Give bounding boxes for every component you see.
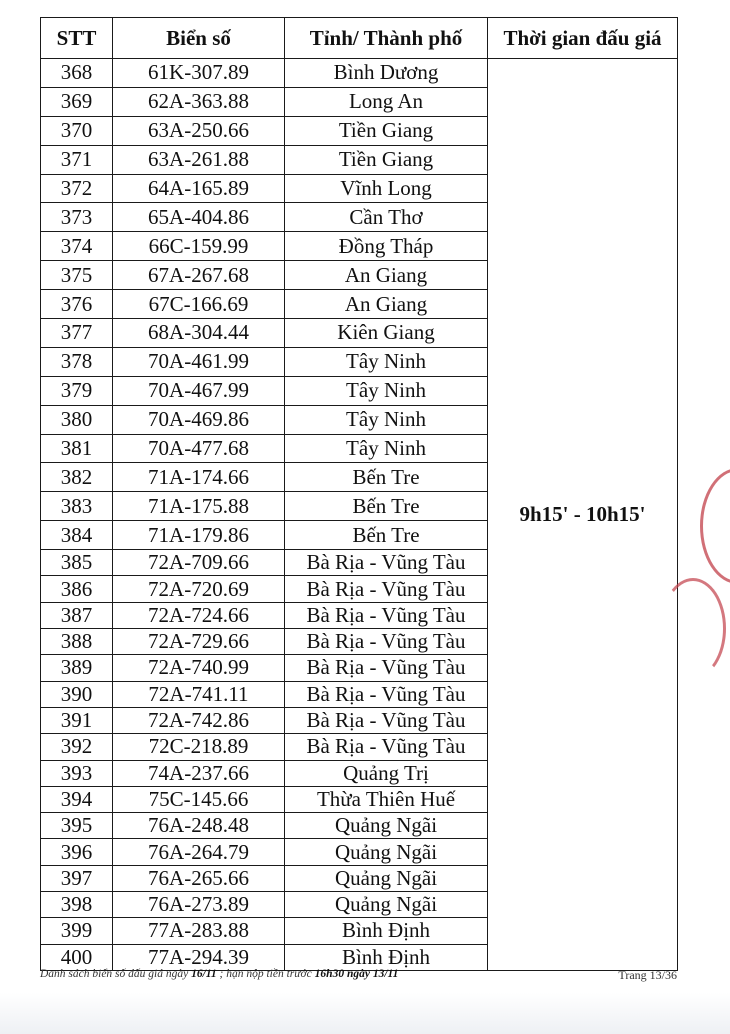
cell-province: Bà Rịa - Vũng Tàu: [285, 734, 488, 760]
cell-stt: 386: [41, 576, 113, 602]
cell-plate: 71A-175.88: [113, 492, 285, 521]
cell-province: Bến Tre: [285, 521, 488, 550]
cell-plate: 72A-709.66: [113, 550, 285, 576]
cell-plate: 70A-469.86: [113, 405, 285, 434]
cell-province: Tiền Giang: [285, 116, 488, 145]
cell-stt: 372: [41, 174, 113, 203]
cell-plate: 76A-264.79: [113, 839, 285, 865]
cell-province: Bình Định: [285, 944, 488, 970]
cell-plate: 64A-165.89: [113, 174, 285, 203]
cell-province: Bình Dương: [285, 59, 488, 88]
footer-deadline: 16h30 ngày 13/11: [314, 968, 399, 980]
footer-note: [40, 968, 398, 980]
cell-province: Quảng Ngãi: [285, 865, 488, 891]
cell-plate: 67A-267.68: [113, 261, 285, 290]
cell-stt: 381: [41, 434, 113, 463]
cell-plate: 65A-404.86: [113, 203, 285, 232]
cell-stt: 370: [41, 116, 113, 145]
cell-province: Đồng Tháp: [285, 232, 488, 261]
cell-province: Bình Định: [285, 918, 488, 944]
cell-stt: 397: [41, 865, 113, 891]
cell-plate: 63A-261.88: [113, 145, 285, 174]
cell-province: Quảng Ngãi: [285, 813, 488, 839]
cell-plate: 76A-273.89: [113, 892, 285, 918]
cell-auction-time: 9h15' - 10h15': [488, 59, 678, 971]
cell-plate: 70A-467.99: [113, 376, 285, 405]
footer-auction-date: 16/11: [191, 968, 217, 980]
page-number: Trang 13/36: [618, 968, 677, 982]
cell-province: Bà Rịa - Vũng Tàu: [285, 602, 488, 628]
cell-plate: 72A-720.69: [113, 576, 285, 602]
cell-plate: 70A-461.99: [113, 347, 285, 376]
plate-auction-table: [40, 17, 678, 971]
cell-stt: 391: [41, 707, 113, 733]
cell-stt: 376: [41, 290, 113, 319]
cell-province: Bà Rịa - Vũng Tàu: [285, 576, 488, 602]
table-body: [41, 59, 678, 971]
header-plate: Biển số: [113, 18, 285, 59]
footer-text-middle: ; hạn nộp tiền trước: [216, 968, 315, 980]
cell-plate: 77A-283.88: [113, 918, 285, 944]
cell-plate: 74A-237.66: [113, 760, 285, 786]
cell-stt: 393: [41, 760, 113, 786]
table-row: [41, 59, 678, 88]
cell-stt: 387: [41, 602, 113, 628]
cell-province: An Giang: [285, 290, 488, 319]
cell-stt: 394: [41, 786, 113, 812]
cell-stt: 380: [41, 405, 113, 434]
cell-province: Quảng Ngãi: [285, 839, 488, 865]
cell-province: Bà Rịa - Vũng Tàu: [285, 655, 488, 681]
cell-plate: 71A-174.66: [113, 463, 285, 492]
table-header-row: [41, 18, 678, 59]
cell-plate: 72A-742.86: [113, 707, 285, 733]
cell-plate: 67C-166.69: [113, 290, 285, 319]
header-time: Thời gian đấu giá: [488, 18, 678, 59]
cell-province: Thừa Thiên Huế: [285, 786, 488, 812]
red-seal-stamp-partial: [660, 578, 726, 679]
cell-province: Tây Ninh: [285, 347, 488, 376]
cell-province: Tiền Giang: [285, 145, 488, 174]
cell-province: Bà Rịa - Vũng Tàu: [285, 707, 488, 733]
cell-province: Vĩnh Long: [285, 174, 488, 203]
cell-stt: 368: [41, 59, 113, 88]
cell-stt: 382: [41, 463, 113, 492]
cell-plate: 77A-294.39: [113, 944, 285, 970]
cell-plate: 71A-179.86: [113, 521, 285, 550]
cell-stt: 383: [41, 492, 113, 521]
cell-province: Quảng Trị: [285, 760, 488, 786]
cell-plate: 72A-741.11: [113, 681, 285, 707]
cell-stt: 384: [41, 521, 113, 550]
cell-stt: 375: [41, 261, 113, 290]
cell-plate: 72A-740.99: [113, 655, 285, 681]
cell-province: Quảng Ngãi: [285, 892, 488, 918]
cell-province: Cần Thơ: [285, 203, 488, 232]
cell-stt: 392: [41, 734, 113, 760]
cell-province: Bà Rịa - Vũng Tàu: [285, 629, 488, 655]
cell-plate: 76A-265.66: [113, 865, 285, 891]
cell-province: Kiên Giang: [285, 319, 488, 348]
cell-province: Bà Rịa - Vũng Tàu: [285, 550, 488, 576]
cell-stt: 398: [41, 892, 113, 918]
cell-stt: 400: [41, 944, 113, 970]
cell-province: Bến Tre: [285, 463, 488, 492]
header-province: Tỉnh/ Thành phố: [285, 18, 488, 59]
cell-plate: 62A-363.88: [113, 87, 285, 116]
cell-stt: 399: [41, 918, 113, 944]
cell-province: An Giang: [285, 261, 488, 290]
cell-stt: 390: [41, 681, 113, 707]
cell-stt: 385: [41, 550, 113, 576]
cell-stt: 396: [41, 839, 113, 865]
cell-plate: 72A-729.66: [113, 629, 285, 655]
cell-plate: 76A-248.48: [113, 813, 285, 839]
cell-plate: 75C-145.66: [113, 786, 285, 812]
cell-province: Bà Rịa - Vũng Tàu: [285, 681, 488, 707]
cell-province: Tây Ninh: [285, 434, 488, 463]
cell-province: Long An: [285, 87, 488, 116]
cell-stt: 379: [41, 376, 113, 405]
cell-plate: 72A-724.66: [113, 602, 285, 628]
cell-stt: 389: [41, 655, 113, 681]
cell-plate: 70A-477.68: [113, 434, 285, 463]
cell-plate: 63A-250.66: [113, 116, 285, 145]
cell-stt: 388: [41, 629, 113, 655]
cell-stt: 371: [41, 145, 113, 174]
cell-plate: 61K-307.89: [113, 59, 285, 88]
cell-stt: 369: [41, 87, 113, 116]
cell-province: Bến Tre: [285, 492, 488, 521]
cell-stt: 395: [41, 813, 113, 839]
header-stt: STT: [41, 18, 113, 59]
cell-plate: 66C-159.99: [113, 232, 285, 261]
cell-stt: 378: [41, 347, 113, 376]
cell-stt: 377: [41, 319, 113, 348]
cell-stt: 374: [41, 232, 113, 261]
cell-stt: 373: [41, 203, 113, 232]
cell-plate: 72C-218.89: [113, 734, 285, 760]
cell-plate: 68A-304.44: [113, 319, 285, 348]
footer-text-prefix: Danh sách biển số đấu giá ngày: [40, 968, 192, 980]
cell-province: Tây Ninh: [285, 405, 488, 434]
cell-province: Tây Ninh: [285, 376, 488, 405]
